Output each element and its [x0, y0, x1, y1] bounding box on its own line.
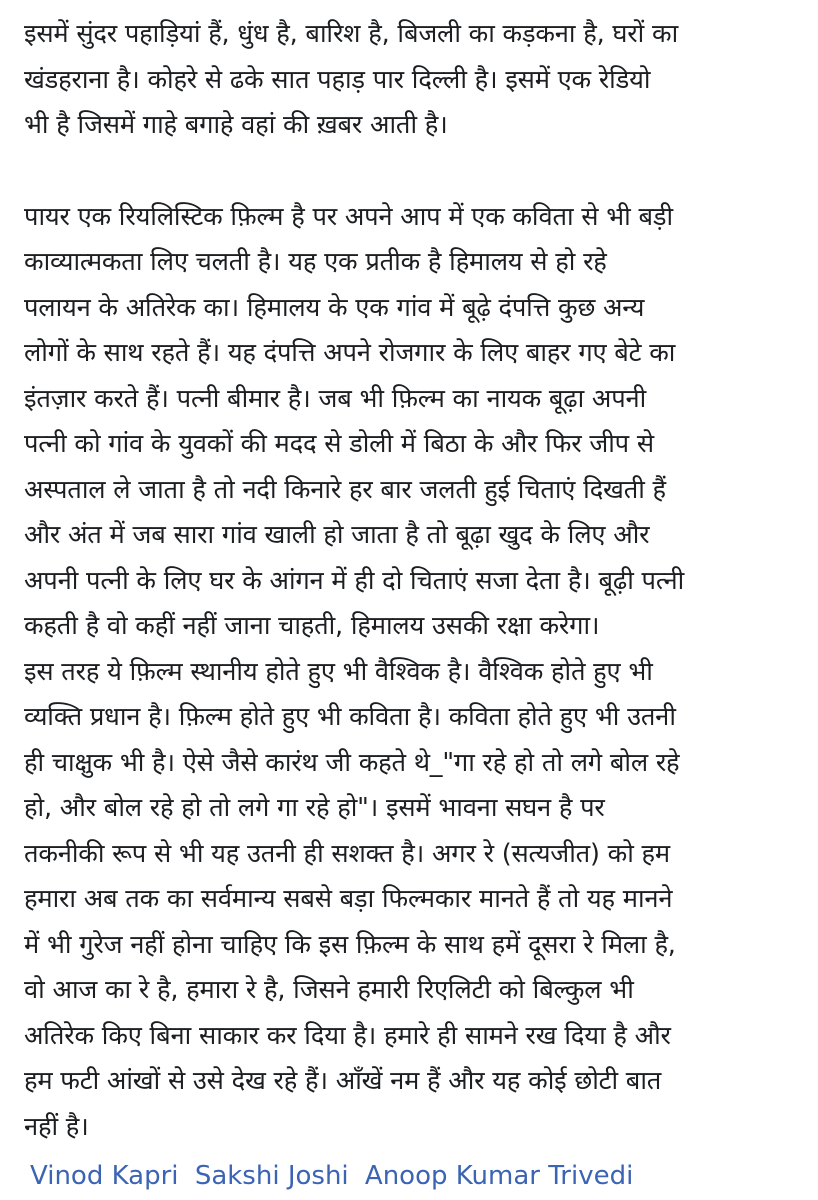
mention-link-sakshi-joshi[interactable]: Sakshi Joshi	[194, 1161, 349, 1191]
text-line: तकनीकी रूप से भी यह उतनी ही सशक्त है। अगर रे (सत्यजीत) को हम	[24, 838, 670, 869]
text-line: अस्पताल ले जाता है तो नदी किनारे हर बार जलती हुई चिताएं दिखती हैं	[24, 474, 666, 505]
text-line: हमारा अब तक का सर्वमान्य सबसे बड़ा फिल्मकार मानते हैं तो यह मानने	[24, 884, 673, 914]
mention-link-anoop-kumar-trivedi[interactable]: Anoop Kumar Trivedi	[364, 1161, 634, 1191]
text-line: वो आज का रे है, हमारा रे है, जिसने हमारी रिएलिटी को बिल्कुल भी	[24, 975, 634, 1005]
text-line: इसमें सुंदर पहाड़ियां हैं, धुंध है, बारिश है, बिजली का कड़कना है, घरों का	[24, 19, 678, 49]
text-line: पत्नी को गांव के युवकों की मदद से डोली में बिठा के और फिर जीप से	[24, 429, 654, 459]
text-line: और अंत में जब सारा गांव खाली हो जाता है तो बूढ़ा खुद के लिए और	[24, 520, 650, 550]
paragraph-spacer	[24, 149, 802, 195]
post-body	[24, 0, 802, 1198]
text-line: अतिरेक किए बिना साकार कर दिया है। हमारे ही सामने रख दिया है और	[24, 1020, 671, 1051]
text-line: अपनी पत्नी के लिए घर के आंगन में ही दो चिताएं सजा देता है। बूढ़ी पत्नी	[24, 565, 685, 596]
mention-link-vinod-kapri[interactable]: Vinod Kapri	[30, 1161, 179, 1191]
text-line: पायर एक रियलिस्टिक फ़िल्म है पर अपने आप में एक कविता से भी बड़ी	[24, 201, 673, 232]
tagged-people	[24, 1154, 802, 1198]
text-line: व्यक्ति प्रधान है। फ़िल्म होते हुए भी कविता है। कविता होते हुए भी उतनी	[24, 702, 676, 732]
text-line: हम फटी आंखों से उसे देख रहे हैं। आँखें नम हैं और यह कोई छोटी बात	[24, 1066, 662, 1096]
text-line: पलायन के अतिरेक का। हिमालय के एक गांव में बूढ़े दंपत्ति कुछ अन्य	[24, 292, 645, 323]
text-line: कहती है वो कहीं नहीं जाना चाहती, हिमालय उसकी रक्षा करेगा।	[24, 611, 600, 641]
text-line: लोगों के साथ रहते हैं। यह दंपत्ति अपने रोजगार के लिए बाहर गए बेटे का	[24, 338, 676, 368]
text-line: नहीं है।	[24, 1111, 89, 1142]
text-line: इस तरह ये फ़िल्म स्थानीय होते हुए भी वैश्विक है। वैश्विक होते हुए भी	[24, 656, 653, 687]
text-line: इंतज़ार करते हैं। पत्नी बीमार है। जब भी फ़िल्म का नायक बूढ़ा अपनी	[24, 383, 647, 414]
text-line: में भी गुरेज नहीं होना चाहिए कि इस फ़िल्म के साथ हमें दूसरा रे मिला है,	[24, 929, 676, 960]
text-line: हो, और बोल रहे हो तो लगे गा रहे हो"। इसमें भावना सघन है पर	[24, 793, 605, 823]
text-line: काव्यात्मकता लिए चलती है। यह एक प्रतीक है हिमालय से हो रहे	[24, 247, 607, 277]
text-line: ही चाक्षुक भी है। ऐसे जैसे कारंथ जी कहते थे_"गा रहे हो तो लगे बोल रहे	[24, 747, 680, 778]
paragraph-1	[24, 0, 802, 149]
text-line: खंडहराना है। कोहरे से ढके सात पहाड़ पार दिल्ली है। इसमें एक रेडियो	[24, 64, 651, 95]
text-line: भी है जिसमें गाहे बगाहे वहां की ख़बर आती है।	[24, 110, 448, 140]
paragraph-2	[24, 195, 802, 1151]
